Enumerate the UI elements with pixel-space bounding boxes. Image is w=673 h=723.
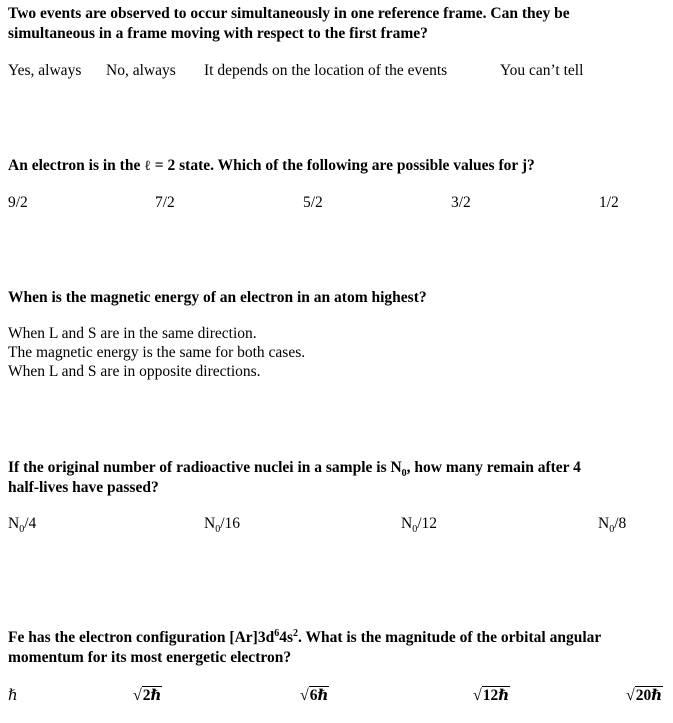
q4-option-2-sub: 0	[215, 524, 221, 536]
q5-option-3-radicand: 6	[309, 687, 318, 704]
hbar-symbol: ℏ	[317, 686, 329, 704]
q2-option-5-2[interactable]: 5/2	[303, 194, 323, 211]
d-superscript: 6	[274, 627, 280, 639]
ell-symbol: ℓ	[144, 158, 151, 174]
hbar-symbol: ℏ	[8, 686, 18, 704]
q4-option-n0-4[interactable]	[8, 514, 37, 536]
q2-option-1-2[interactable]: 1/2	[599, 194, 619, 211]
q4-option-2-tail: /16	[220, 515, 241, 532]
question-5-line-2: momentum for its most energetic electron?	[8, 649, 292, 666]
q4-option-1-sub: 0	[19, 524, 25, 536]
question-5-text	[8, 628, 601, 668]
q4-option-3-sub: 0	[412, 524, 418, 536]
q4-option-3-base: N	[401, 515, 413, 532]
hbar-symbol: ℏ	[498, 686, 510, 704]
question-5-line-1	[8, 628, 601, 648]
question-5-4s: 4s	[279, 629, 293, 646]
q4-option-3-tail: /12	[417, 515, 438, 532]
question-4-line-1-suffix: , how many remain after 4	[406, 459, 581, 476]
question-2-text	[8, 156, 535, 176]
radical-icon: √	[300, 687, 309, 704]
n0-subscript: 0	[401, 468, 407, 480]
q2-option-7-2[interactable]: 7/2	[155, 194, 175, 211]
q5-option-2-radicand: 2	[142, 687, 151, 704]
q4-option-4-tail: /8	[614, 515, 627, 532]
q4-option-n0-16[interactable]	[204, 514, 241, 536]
q5-option-sqrt6-hbar[interactable]	[300, 686, 329, 705]
question-1-text	[8, 4, 570, 44]
radical-icon: √	[473, 687, 482, 704]
q1-option-depends-location[interactable]: It depends on the location of the events	[204, 62, 448, 79]
q3-option-same-direction[interactable]: When L and S are in the same direction.	[8, 325, 257, 342]
q4-option-4-base: N	[598, 515, 610, 532]
q5-option-hbar[interactable]	[8, 686, 18, 705]
q1-option-cant-tell[interactable]: You can’t tell	[500, 62, 584, 79]
q3-option-opposite-directions[interactable]: When L and S are in opposite directions.	[8, 363, 261, 380]
question-5-line-1-prefix: Fe has the electron configuration [Ar]3d	[8, 629, 275, 646]
question-5-line-1-suffix: . What is the magnitude of the orbital angular	[297, 629, 602, 646]
question-4-text	[8, 458, 581, 498]
q4-option-1-base: N	[8, 515, 20, 532]
q5-option-5-radicand: 20	[635, 687, 652, 704]
question-4-line-2: half-lives have passed?	[8, 479, 159, 496]
q5-option-sqrt12-hbar[interactable]	[473, 686, 510, 705]
q4-option-2-base: N	[204, 515, 216, 532]
question-3-text: When is the magnetic energy of an electron in an atom highest?	[8, 289, 427, 306]
q2-option-9-2[interactable]: 9/2	[8, 194, 28, 211]
hbar-symbol: ℏ	[651, 686, 663, 704]
q3-option-same-both[interactable]: The magnetic energy is the same for both cases.	[8, 344, 306, 361]
s-superscript: 2	[292, 627, 298, 639]
question-2-prefix: An electron is in the	[8, 157, 145, 174]
radical-icon: √	[626, 687, 635, 704]
question-4-line-1	[8, 458, 581, 478]
question-2-suffix: = 2 state. Which of the following are possible values for j?	[150, 157, 535, 174]
question-4-line-1-prefix: If the original number of radioactive nuclei in a sample is N	[8, 459, 402, 476]
q5-option-sqrt2-hbar[interactable]	[133, 686, 162, 705]
q4-option-4-sub: 0	[609, 524, 615, 536]
question-1-line-2: simultaneous in a frame moving with respect to the first frame?	[8, 25, 428, 42]
radical-icon: √	[133, 687, 142, 704]
question-1-line-1: Two events are observed to occur simultaneously in one reference frame. Can they be	[8, 5, 570, 22]
q3-options-list	[8, 324, 305, 381]
q1-option-yes-always[interactable]: Yes, always	[8, 62, 82, 79]
q1-option-no-always[interactable]: No, always	[106, 62, 176, 79]
q5-option-sqrt20-hbar[interactable]	[626, 686, 663, 705]
q4-option-n0-8[interactable]	[598, 514, 627, 536]
hbar-symbol: ℏ	[150, 686, 162, 704]
q4-option-n0-12[interactable]	[401, 514, 438, 536]
q2-option-3-2[interactable]: 3/2	[451, 194, 471, 211]
q4-option-1-tail: /4	[24, 515, 37, 532]
q5-option-4-radicand: 12	[482, 687, 499, 704]
